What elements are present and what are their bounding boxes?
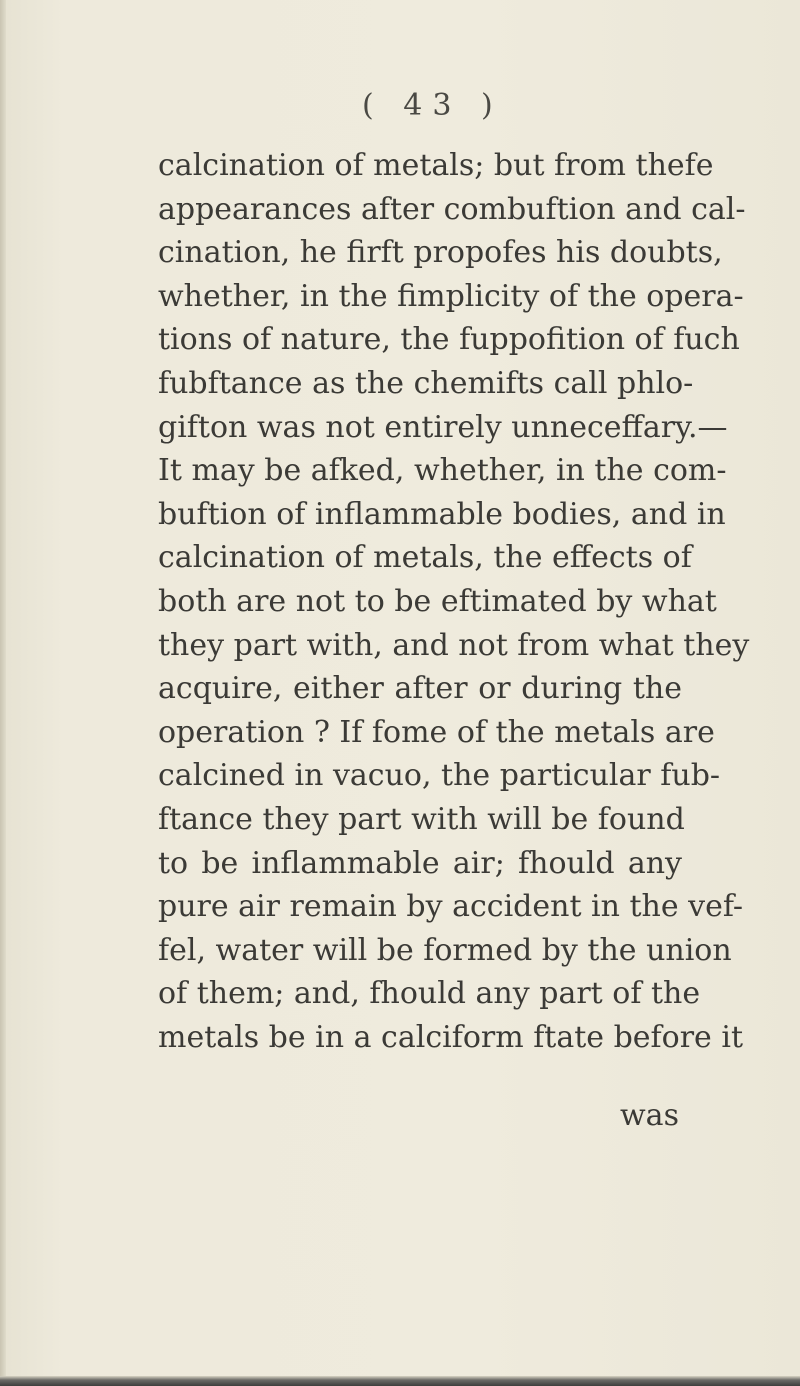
text-line-18: pure air remain by accident in the vef- — [158, 889, 744, 925]
text-line-14: operation ? If fome of the metals are — [158, 714, 715, 750]
page-number: ( 43 ) — [362, 88, 503, 123]
text-line-2: appearances after combuftion and cal- — [158, 191, 746, 227]
text-line-13: acquire, either after or during the — [158, 671, 682, 707]
text-line-15: calcined in vacuo, the particular fub- — [158, 758, 721, 794]
text-line-7: gifton was not entirely unneceffary.— — [158, 409, 728, 445]
page-gutter-edge — [0, 0, 6, 1386]
text-line-10: calcination of metals, the effects of — [158, 540, 692, 576]
page-header — [0, 88, 800, 138]
text-line-17: to be inflammable air; fhould any — [158, 845, 682, 881]
scan-bottom-edge — [0, 1376, 800, 1386]
text-line-9: buftion of inflammable bodies, and in — [158, 496, 726, 532]
text-line-8: It may be afked, whether, in the com- — [158, 453, 727, 489]
text-line-1: calcination of metals; but from thefe — [158, 148, 714, 183]
text-line-21: metals be in a calciform ftate before it — [158, 1019, 743, 1055]
text-line-11: both are not to be eftimated by what — [158, 583, 717, 619]
body-text — [158, 144, 750, 1059]
text-line-5: tions of nature, the fuppofition of fuch — [158, 322, 740, 358]
text-line-4: whether, in the fimplicity of the opera- — [158, 278, 744, 314]
text-line-16: ftance they part with will be found — [158, 801, 685, 837]
text-line-6: fubftance as the chemifts call phlo- — [158, 365, 694, 401]
text-line-3: cination, he firft propofes his doubts, — [158, 235, 723, 271]
text-line-12: they part with, and not from what they — [158, 627, 750, 663]
text-line-19: fel, water will be formed by the union — [158, 932, 732, 968]
text-line-20: of them; and, fhould any part of the — [158, 976, 701, 1012]
catchword: was — [620, 1098, 679, 1133]
